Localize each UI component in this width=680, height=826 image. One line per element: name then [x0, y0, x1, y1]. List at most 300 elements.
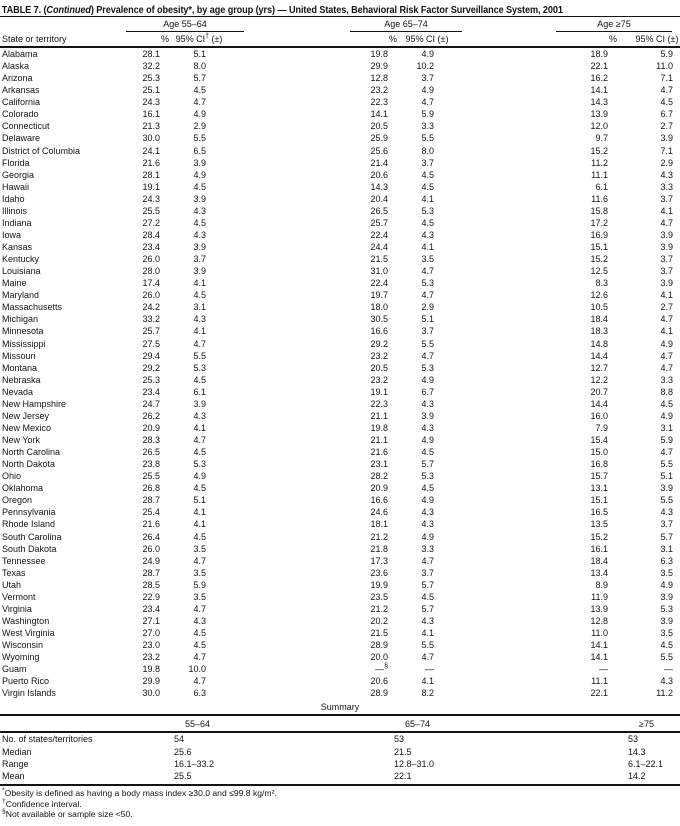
pct-55-64: 23.8 [142, 459, 160, 470]
pct-65-74: 19.9 [370, 579, 388, 590]
ci-55-64: 6.3 [193, 688, 206, 699]
ci-75plus: 6.3 [660, 555, 673, 566]
ci-75plus: 3.7 [660, 254, 673, 265]
summary-heading: Summary [320, 702, 360, 713]
table-row [0, 145, 680, 157]
ci-55-64: 4.9 [193, 109, 206, 120]
pct-65-74: 14.1 [370, 109, 388, 120]
state-name: Wisconsin [2, 640, 44, 651]
table-row [0, 217, 680, 229]
pct-55-64: 27.2 [142, 217, 160, 228]
state-name: Colorado [2, 109, 39, 120]
table-row [0, 675, 680, 687]
pct-55-64: 28.4 [142, 229, 160, 240]
table-row [0, 627, 680, 639]
ci-65-74: 8.2 [421, 688, 434, 699]
ci-75plus: 5.1 [660, 471, 673, 482]
ci-55-64: 4.5 [193, 85, 206, 96]
ci-55-64: 5.7 [193, 73, 206, 84]
ci-55-64: 4.9 [193, 169, 206, 180]
pct-75plus: 18.9 [590, 49, 608, 60]
ci-75plus: 4.9 [660, 338, 673, 349]
ci-75plus: 5.9 [660, 49, 673, 60]
pct-75plus: 22.1 [590, 688, 608, 699]
state-name: Vermont [2, 591, 36, 602]
ci-65-74: 4.9 [421, 374, 434, 385]
ci-55-64: 5.9 [193, 579, 206, 590]
table-row [0, 181, 680, 193]
state-name: Illinois [2, 205, 28, 216]
pct-65-74: 16.6 [370, 326, 388, 337]
pct-65-74: 30.5 [370, 314, 388, 325]
pct-75plus: 15.2 [590, 254, 608, 265]
ci-55-64: 5.1 [193, 49, 206, 60]
pct-65-74: 22.4 [370, 229, 388, 240]
pct-55-64: 23.4 [142, 242, 160, 253]
state-name: Missouri [2, 350, 36, 361]
ci-65-74: 4.7 [421, 97, 434, 108]
ci-75plus: 7.1 [660, 73, 673, 84]
ci-65-74: 6.7 [421, 386, 434, 397]
pct-55-64: 25.3 [142, 73, 160, 84]
pct-65-74: 20.5 [370, 121, 388, 132]
ci-65-74: 4.3 [421, 615, 434, 626]
state-name: New Mexico [2, 422, 52, 433]
ci-75plus: 3.7 [660, 193, 673, 204]
pct-65-74: 23.6 [370, 567, 388, 578]
pct-65-74: 18.1 [370, 519, 388, 530]
pct-75plus: 11.1 [591, 676, 608, 687]
ci-75plus: 6.7 [660, 109, 673, 120]
ci-75plus: 4.5 [660, 640, 673, 651]
table-row [0, 313, 680, 325]
pct-65-74: 21.2 [370, 603, 388, 614]
table-row [0, 301, 680, 313]
ci-65-74: 5.3 [421, 205, 434, 216]
ci-55-64: 4.7 [193, 603, 206, 614]
state-name: Puerto Rico [2, 676, 50, 687]
state-name: Kansas [2, 242, 33, 253]
summary-row [0, 758, 680, 770]
pct-55-64: 17.4 [142, 278, 160, 289]
ci-55-64: 6.5 [193, 145, 206, 156]
pct-55-64: 26.0 [142, 254, 160, 265]
table-row [0, 446, 680, 458]
summary-label: Median [2, 746, 32, 757]
pct-55-64: 26.4 [142, 531, 160, 542]
pct-55-64: 28.1 [142, 49, 160, 60]
summary-row [0, 746, 680, 758]
pct-75plus: 12.6 [590, 290, 608, 301]
state-name: Washington [2, 615, 50, 626]
pct-75plus: 13.9 [590, 603, 608, 614]
ci-75plus: 5.5 [660, 495, 673, 506]
ci-65-74: 4.3 [421, 229, 434, 240]
pct-55-64: 25.1 [142, 85, 160, 96]
ci-65-74: 4.7 [421, 652, 434, 663]
ci-75plus: 4.7 [660, 350, 673, 361]
table-row [0, 374, 680, 386]
pct-55-64: 26.0 [142, 290, 160, 301]
pct-75plus: 8.9 [595, 579, 608, 590]
pct-55-64: 26.5 [142, 447, 160, 458]
table-row [0, 615, 680, 627]
ci-75plus: 3.9 [660, 242, 673, 253]
ci-75plus: 3.9 [660, 229, 673, 240]
state-name: Alabama [2, 49, 38, 60]
ci-75plus: 3.9 [660, 278, 673, 289]
pct-65-74: 28.9 [370, 640, 388, 651]
footnote: †Confidence interval. [2, 797, 82, 809]
pct-75plus: 8.3 [595, 278, 608, 289]
pct-65-74: 29.9 [370, 61, 388, 72]
ci-75plus: 5.7 [660, 531, 673, 542]
ci-75plus: 4.1 [660, 326, 673, 337]
pct-55-64: 28.1 [142, 169, 160, 180]
ci-55-64: 4.1 [193, 422, 206, 433]
pct-75plus: 16.8 [590, 459, 608, 470]
column-header-ci-75plus: 95% CI (±) [635, 34, 679, 44]
pct-65-74: 20.6 [370, 169, 388, 180]
ci-65-74: — [425, 664, 434, 675]
ci-55-64: 4.5 [193, 640, 206, 651]
ci-55-64: 5.5 [193, 350, 206, 361]
state-name: Utah [2, 579, 22, 590]
summary-value-55-64: 25.6 [174, 746, 192, 757]
pct-75plus: 15.1 [590, 495, 608, 506]
pct-75plus: 15.7 [590, 471, 608, 482]
pct-65-74: 22.3 [370, 398, 388, 409]
pct-65-74: 26.5 [370, 205, 388, 216]
state-name: Arizona [2, 73, 33, 84]
ci-75plus: — [664, 664, 673, 675]
pct-55-64: 25.5 [142, 205, 160, 216]
pct-75plus: 12.0 [590, 121, 608, 132]
pct-65-74: 17.3 [370, 555, 388, 566]
ci-75plus: 3.9 [660, 615, 673, 626]
ci-55-64: 4.5 [193, 217, 206, 228]
pct-55-64: 30.0 [142, 688, 160, 699]
state-name: Nebraska [2, 374, 41, 385]
state-name: Maine [2, 278, 27, 289]
pct-75plus: 13.1 [590, 483, 608, 494]
table-row [0, 470, 680, 482]
pct-75plus: 16.5 [590, 507, 608, 518]
table-row [0, 506, 680, 518]
ci-55-64: 4.5 [193, 290, 206, 301]
pct-55-64: 25.3 [142, 374, 160, 385]
table-row [0, 422, 680, 434]
ci-75plus: 4.5 [660, 97, 673, 108]
summary-value-65-74: 12.8–31.0 [394, 758, 435, 769]
pct-75plus: — [599, 664, 608, 675]
pct-65-74: 20.6 [370, 676, 388, 687]
footnotes [0, 786, 680, 820]
summary-value-75plus: 14.2 [628, 771, 646, 782]
table-row [0, 494, 680, 506]
pct-55-64: 24.3 [142, 193, 160, 204]
state-name: Virgin Islands [2, 688, 56, 699]
pct-55-64: 29.2 [142, 362, 160, 373]
pct-65-74: 31.0 [370, 266, 388, 277]
table-row [0, 398, 680, 410]
ci-75plus: 4.3 [660, 507, 673, 518]
ci-65-74: 4.5 [421, 483, 434, 494]
ci-75plus: 4.7 [660, 314, 673, 325]
ci-65-74: 4.3 [421, 519, 434, 530]
state-name: Ohio [2, 471, 22, 482]
ci-65-74: 4.9 [421, 49, 434, 60]
pct-75plus: 11.0 [591, 628, 608, 639]
ci-55-64: 4.5 [193, 181, 206, 192]
ci-55-64: 3.9 [193, 266, 206, 277]
pct-75plus: 16.9 [590, 229, 608, 240]
pct-75plus: 12.7 [590, 362, 608, 373]
ci-55-64: 4.7 [193, 97, 206, 108]
pct-75plus: 14.4 [590, 398, 608, 409]
column-header-pct-55-64: % [160, 34, 169, 44]
pct-65-74: 23.1 [370, 459, 388, 470]
ci-55-64: 3.7 [193, 254, 206, 265]
pct-55-64: 25.5 [142, 471, 160, 482]
state-name: Texas [2, 567, 26, 578]
ci-55-64: 4.7 [193, 676, 206, 687]
state-name: Pennsylvania [2, 507, 56, 518]
pct-75plus: 7.9 [595, 422, 608, 433]
summary-label: Mean [2, 771, 25, 782]
pct-55-64: 23.0 [142, 640, 160, 651]
pct-55-64: 28.0 [142, 266, 160, 277]
state-name: Rhode Island [2, 519, 56, 530]
pct-65-74: 19.8 [370, 422, 388, 433]
pct-55-64: 29.9 [142, 676, 160, 687]
ci-55-64: 4.1 [193, 326, 206, 337]
table-row [0, 543, 680, 555]
ci-65-74: 3.9 [421, 410, 434, 421]
table-row [0, 567, 680, 579]
ci-75plus: 11.2 [656, 688, 673, 699]
pct-75plus: 13.4 [590, 567, 608, 578]
ci-65-74: 4.5 [421, 447, 434, 458]
pct-75plus: 10.5 [590, 302, 608, 313]
state-name: Michigan [2, 314, 39, 325]
pct-75plus: 13.9 [590, 109, 608, 120]
pct-55-64: 19.8 [142, 664, 160, 675]
ci-55-64: 4.1 [193, 519, 206, 530]
pct-65-74: 29.2 [370, 338, 388, 349]
ci-55-64: 4.3 [193, 314, 206, 325]
summary-label: Range [2, 758, 29, 769]
state-name: Connecticut [2, 121, 50, 132]
pct-75plus: 15.8 [590, 205, 608, 216]
ci-75plus: 3.9 [660, 591, 673, 602]
ci-55-64: 4.5 [193, 628, 206, 639]
state-name: Mississippi [2, 338, 46, 349]
state-name: Guam [2, 664, 27, 675]
ci-65-74: 3.7 [421, 157, 434, 168]
ci-65-74: 3.7 [421, 73, 434, 84]
table-row [0, 96, 680, 108]
pct-55-64: 26.2 [142, 410, 160, 421]
ci-65-74: 5.5 [421, 133, 434, 144]
pct-75plus: 14.8 [590, 338, 608, 349]
table-row [0, 265, 680, 277]
ci-75plus: 11.0 [656, 61, 673, 72]
ci-65-74: 2.9 [421, 302, 434, 313]
ci-75plus: 4.7 [660, 217, 673, 228]
pct-75plus: 16.1 [590, 543, 608, 554]
ci-65-74: 5.3 [421, 362, 434, 373]
ci-75plus: 3.1 [660, 422, 673, 433]
pct-65-74: 16.6 [370, 495, 388, 506]
pct-75plus: 18.3 [590, 326, 608, 337]
ci-55-64: 3.5 [193, 543, 206, 554]
ci-55-64: 10.0 [188, 664, 206, 675]
pct-65-74: 20.9 [370, 483, 388, 494]
state-name: Louisiana [2, 266, 41, 277]
ci-65-74: 4.5 [421, 181, 434, 192]
ci-65-74: 4.1 [421, 628, 434, 639]
table-row [0, 687, 680, 699]
ci-65-74: 4.1 [421, 242, 434, 253]
ci-55-64: 4.3 [193, 410, 206, 421]
ci-75plus: 5.9 [660, 435, 673, 446]
table-row [0, 60, 680, 72]
table-row [0, 518, 680, 530]
summary-rows [0, 733, 680, 782]
ci-65-74: 3.5 [421, 254, 434, 265]
table-row [0, 362, 680, 374]
state-name: Hawaii [2, 181, 30, 192]
table-row [0, 386, 680, 398]
ci-75plus: 3.5 [660, 628, 673, 639]
pct-55-64: 27.5 [142, 338, 160, 349]
table-row [0, 325, 680, 337]
pct-75plus: 12.8 [590, 615, 608, 626]
ci-65-74: 5.9 [421, 109, 434, 120]
pct-55-64: 20.9 [142, 422, 160, 433]
table-row [0, 169, 680, 181]
ci-55-64: 3.5 [193, 567, 206, 578]
pct-65-74: 21.5 [370, 628, 388, 639]
pct-65-74: 20.4 [370, 193, 388, 204]
ci-55-64: 4.7 [193, 555, 206, 566]
ci-65-74: 5.7 [421, 459, 434, 470]
ci-55-64: 3.9 [193, 157, 206, 168]
pct-55-64: 24.2 [142, 302, 160, 313]
pct-75plus: 11.2 [591, 157, 608, 168]
ci-55-64: 4.5 [193, 447, 206, 458]
pct-55-64: 21.6 [142, 157, 160, 168]
ci-55-64: 4.1 [193, 507, 206, 518]
state-name: Iowa [2, 229, 22, 240]
ci-55-64: 4.3 [193, 229, 206, 240]
pct-55-64: 22.9 [142, 591, 160, 602]
table-row [0, 410, 680, 422]
pct-65-74: 18.0 [370, 302, 388, 313]
ci-65-74: 3.7 [421, 326, 434, 337]
ci-75plus: 2.9 [660, 157, 673, 168]
pct-65-74: 19.1 [370, 386, 388, 397]
summary-value-65-74: 53 [394, 734, 405, 745]
state-name: Indiana [2, 217, 32, 228]
pct-75plus: 14.4 [590, 350, 608, 361]
pct-75plus: 15.0 [590, 447, 608, 458]
pct-65-74: 23.2 [370, 350, 388, 361]
pct-65-74: 28.9 [370, 688, 388, 699]
table-row [0, 157, 680, 169]
ci-75plus: 7.1 [660, 145, 673, 156]
ci-55-64: 4.7 [193, 338, 206, 349]
pct-65-74: 20.0 [370, 652, 388, 663]
pct-75plus: 16.2 [590, 73, 608, 84]
ci-65-74: 4.9 [421, 85, 434, 96]
pct-75plus: 18.4 [590, 314, 608, 325]
state-name: Tennessee [2, 555, 46, 566]
ci-65-74: 3.3 [421, 121, 434, 132]
pct-65-74: 20.2 [370, 615, 388, 626]
ci-65-74: 4.7 [421, 555, 434, 566]
pct-55-64: 26.8 [142, 483, 160, 494]
summary-column-header-75plus: ≥75 [639, 718, 654, 729]
table-row [0, 579, 680, 591]
ci-55-64: 4.3 [193, 615, 206, 626]
summary-value-65-74: 22.1 [394, 771, 412, 782]
state-name: Oklahoma [2, 483, 44, 494]
state-name: Minnesota [2, 326, 44, 337]
state-name: Maryland [2, 290, 40, 301]
state-name: North Carolina [2, 447, 61, 458]
table-row [0, 253, 680, 265]
state-name: District of Columbia [2, 145, 81, 156]
table-row [0, 434, 680, 446]
pct-55-64: 24.7 [142, 398, 160, 409]
pct-65-74: 23.2 [370, 374, 388, 385]
ci-65-74: 4.5 [421, 217, 434, 228]
table-row [0, 531, 680, 543]
ci-55-64: 3.5 [193, 591, 206, 602]
pct-55-64: 28.5 [142, 579, 160, 590]
ci-65-74: 4.9 [421, 435, 434, 446]
pct-75plus: 15.1 [590, 242, 608, 253]
column-header-ci-65-74: 95% CI (±) [405, 34, 449, 44]
pct-65-74: 24.4 [370, 242, 388, 253]
column-header-pct-75plus: % [608, 34, 617, 44]
ci-55-64: 4.3 [193, 205, 206, 216]
ci-55-64: 3.9 [193, 193, 206, 204]
pct-65-74: 24.6 [370, 507, 388, 518]
summary-column-header-row [0, 714, 680, 733]
ci-75plus: 4.5 [660, 398, 673, 409]
state-name: North Dakota [2, 459, 56, 470]
ci-65-74: 3.7 [421, 567, 434, 578]
ci-55-64: 2.9 [193, 121, 206, 132]
ci-75plus: 4.9 [660, 410, 673, 421]
pct-65-74: 23.5 [370, 591, 388, 602]
pct-75plus: 11.1 [591, 169, 608, 180]
table-row [0, 48, 680, 60]
pct-75plus: 13.5 [590, 519, 608, 530]
age-group-header-75plus: Age ≥75 [556, 18, 672, 32]
table-row [0, 193, 680, 205]
ci-75plus: 8.8 [660, 386, 673, 397]
pct-65-74: —§ [375, 663, 388, 675]
ci-55-64: 4.9 [193, 471, 206, 482]
ci-55-64: 5.5 [193, 133, 206, 144]
pct-75plus: 15.4 [590, 435, 608, 446]
ci-65-74: 5.3 [421, 471, 434, 482]
pct-65-74: 21.2 [370, 531, 388, 542]
